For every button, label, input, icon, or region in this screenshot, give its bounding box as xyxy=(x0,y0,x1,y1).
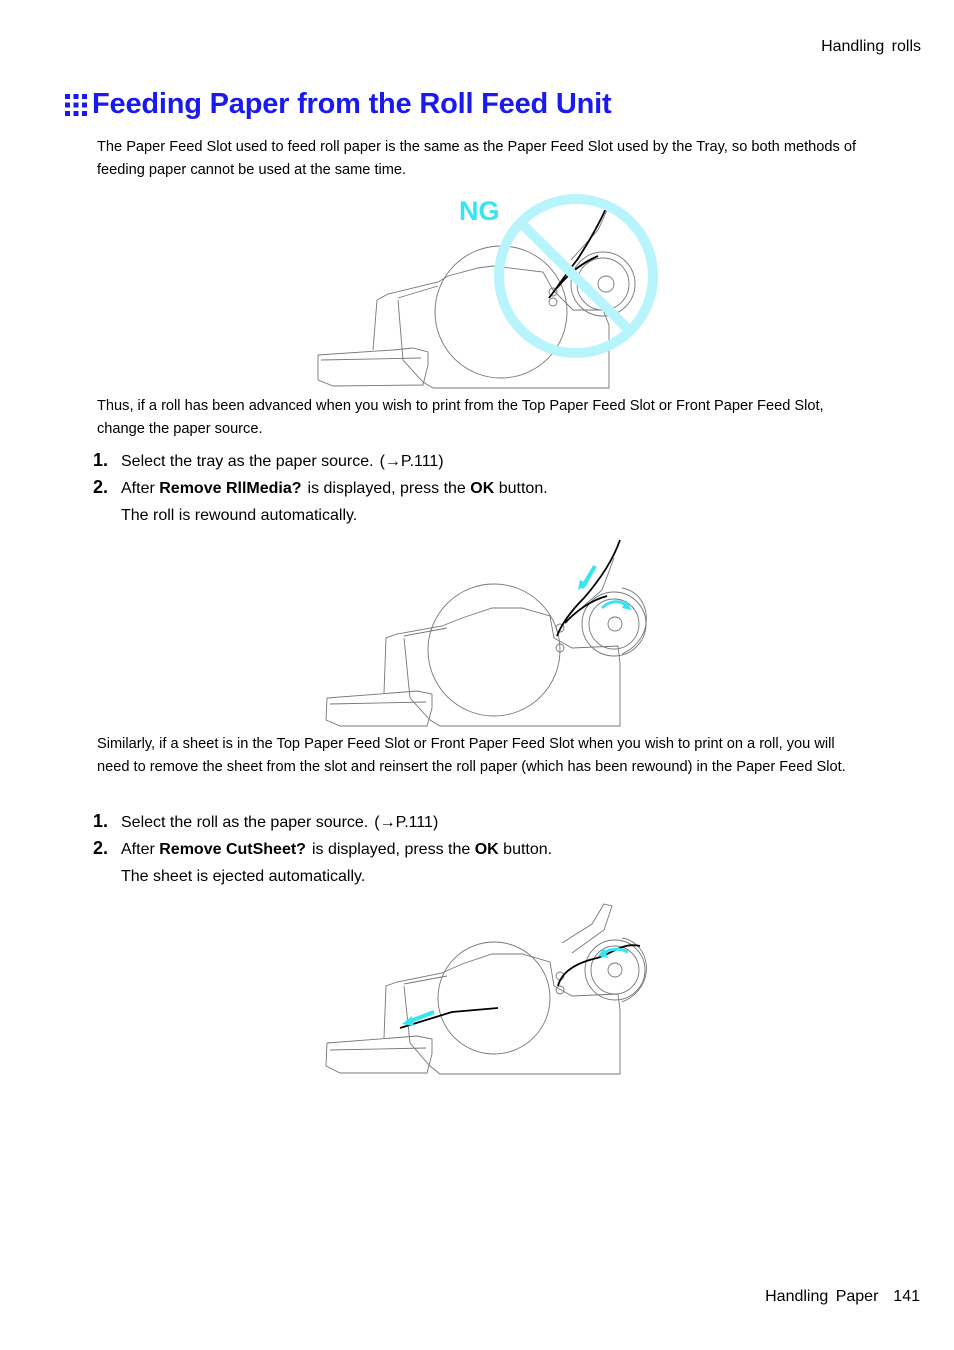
step-text: is displayed, press the xyxy=(307,480,466,497)
running-header: Handling rolls xyxy=(821,38,921,55)
figure-roll-rewind xyxy=(322,538,652,730)
page-number: 141 xyxy=(893,1288,920,1305)
step-text: After xyxy=(121,480,155,497)
title-row xyxy=(64,88,612,121)
step-b2 xyxy=(93,838,552,859)
button-name: OK xyxy=(470,480,495,497)
message-name: Remove RllMedia? xyxy=(159,480,302,497)
step-result-b: The sheet is ejected automatically. xyxy=(121,868,366,885)
grid-dots-icon xyxy=(64,93,88,117)
ng-badge: NG xyxy=(459,196,500,226)
page-footer xyxy=(765,1288,920,1306)
step-b1 xyxy=(93,811,438,832)
intro-paragraph: The Paper Feed Slot used to feed roll paper is the same as the Paper Feed Slot used by the Tray, so both methods of feeding paper cannot be used at the same time. xyxy=(97,139,857,178)
message-name: Remove CutSheet? xyxy=(159,841,306,858)
page-reference-link[interactable]: (→P.111) xyxy=(379,453,444,470)
step-text: Select the tray as the paper source. xyxy=(121,453,374,470)
page-reference-link[interactable]: (→P.111) xyxy=(374,814,439,831)
step-number: 2. xyxy=(93,477,109,497)
paragraph-sheet-in-slot: Similarly, if a sheet is in the Top Paper Feed Slot or Front Paper Feed Slot when you wish to print on a roll, you will need to remove the sheet from the slot and reinsert the roll paper (which has been rewound) in the Paper Feed Slot. xyxy=(97,736,846,775)
step-number: 1. xyxy=(93,450,109,470)
footer-chapter: Handling Paper xyxy=(765,1288,879,1305)
step-text: button. xyxy=(503,841,553,858)
button-name: OK xyxy=(474,841,499,858)
step-number: 2. xyxy=(93,838,109,858)
step-text: Select the roll as the paper source. xyxy=(121,814,369,831)
figure-ng-printer xyxy=(313,190,663,392)
step-text: After xyxy=(121,841,155,858)
step-a2 xyxy=(93,477,548,498)
step-text: button. xyxy=(498,480,548,497)
page-title: Feeding Paper from the Roll Feed Unit xyxy=(92,88,612,120)
arrow-left-icon xyxy=(402,1016,414,1026)
step-a1 xyxy=(93,450,444,471)
step-number: 1. xyxy=(93,811,109,831)
figure-sheet-eject xyxy=(322,898,652,1078)
step-result-a: The roll is rewound automatically. xyxy=(121,507,358,524)
step-text: is displayed, press the xyxy=(311,841,471,858)
paragraph-advanced-roll: Thus, if a roll has been advanced when you wish to print from the Top Paper Feed Slot or Front Paper Feed Slot, change the paper source. xyxy=(97,398,824,437)
